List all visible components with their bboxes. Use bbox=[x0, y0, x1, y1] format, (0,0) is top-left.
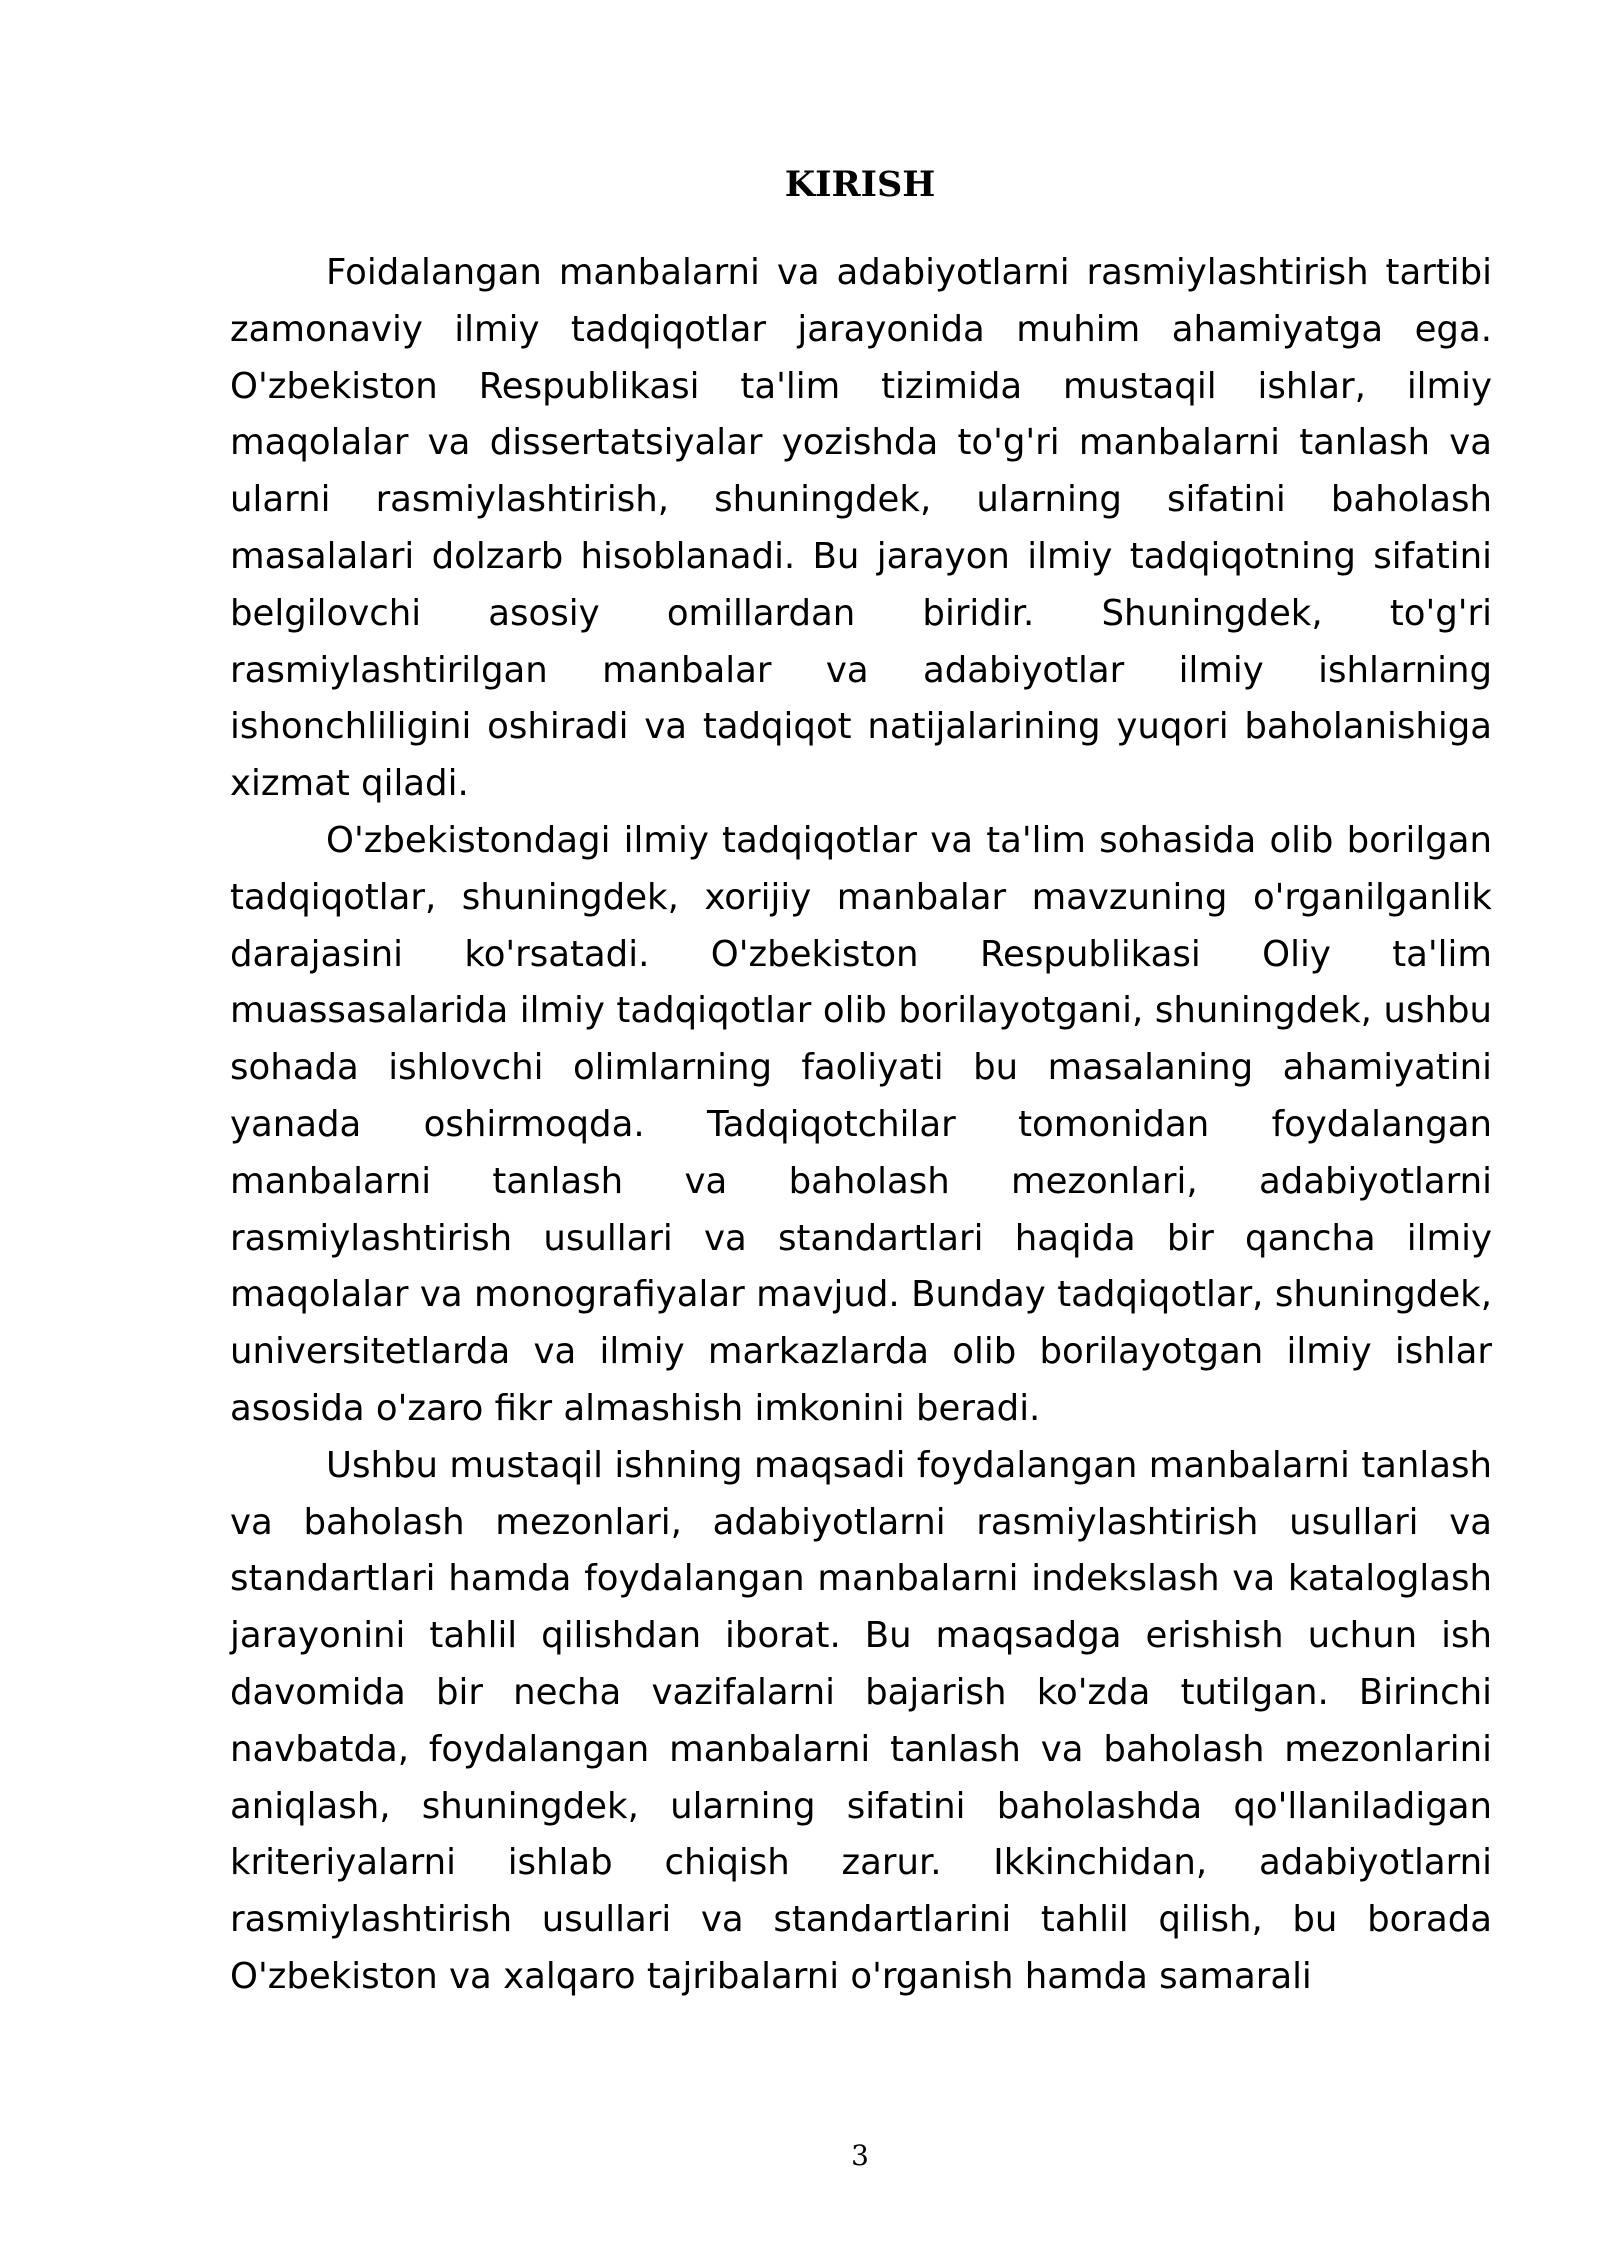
section-heading: KIRISH bbox=[784, 164, 936, 205]
page-number: 3 bbox=[851, 2139, 869, 2172]
body-text bbox=[230, 245, 1492, 2006]
paragraph-2: O'zbekistondagi ilmiy tadqiqotlar va ta'lim sohasida olib borilgan tadqiqotlar, shuningdek, xorijiy manbalar mavzuning o'rganilganlik darajasini ko'rsatadi. O'zbekiston Respublikasi Oliy ta'lim muassasalarida ilmiy tadqiqotlar olib borilayotgani, shuningdek, ushbu sohada ishlovchi olimlarning faoliyati bu masalaning ahamiyatini yanada oshirmoqda. Tadqiqotchilar tomonidan foydalangan manbalarni tanlash va baholash mezonlari, adabiyotlarni rasmiylashtirish usullari va standartlari haqida bir qancha ilmiy maqolalar va monografiyalar mavjud. Bunday tadqiqotlar, shuningdek, universitetlarda va ilmiy markazlarda olib borilayotgan ilmiy ishlar asosida o'zaro fikr almashish imkonini beradi. bbox=[230, 819, 1492, 1429]
paragraph-3: Ushbu mustaqil ishning maqsadi foydalangan manbalarni tanlash va baholash mezonlari, adabiyotlarni rasmiylashtirish usullari va standartlari hamda foydalangan manbalarni indekslash va kataloglash jarayonini tahlil qilishdan iborat. Bu maqsadga erishish uchun ish davomida bir necha vazifalarni bajarish ko'zda tutilgan. Birinchi navbatda, foydalangan manbalarni tanlash va baholash mezonlarini aniqlash, shuningdek, ularning sifatini baholashda qo'llaniladigan kriteriyalarni ishlab chiqish zarur. Ikkinchidan, adabiyotlarni rasmiylashtirish usullari va standartlarini tahlil qilish, bu borada O'zbekiston va xalqaro tajribalarni o'rganish hamda samarali bbox=[230, 1444, 1492, 1997]
paragraph-1: Foidalangan manbalarni va adabiyotlarni rasmiylashtirish tartibi zamonaviy ilmiy tadqiqotlar jarayonida muhim ahamiyatga ega. O'zbekiston Respublikasi ta'lim tizimida mustaqil ishlar, ilmiy maqolalar va dissertatsiyalar yozishda to'g'ri manbalarni tanlash va ularni rasmiylashtirish, shuningdek, ularning sifatini baholash masalalari dolzarb hisoblanadi. Bu jarayon ilmiy tadqiqotning sifatini belgilovchi asosiy omillardan biridir. Shuningdek, to'g'ri rasmiylashtirilgan manbalar va adabiyotlar ilmiy ishlarning ishonchliligini oshiradi va tadqiqot natijalarining yuqori baholanishiga xizmat qiladi. bbox=[230, 252, 1492, 805]
